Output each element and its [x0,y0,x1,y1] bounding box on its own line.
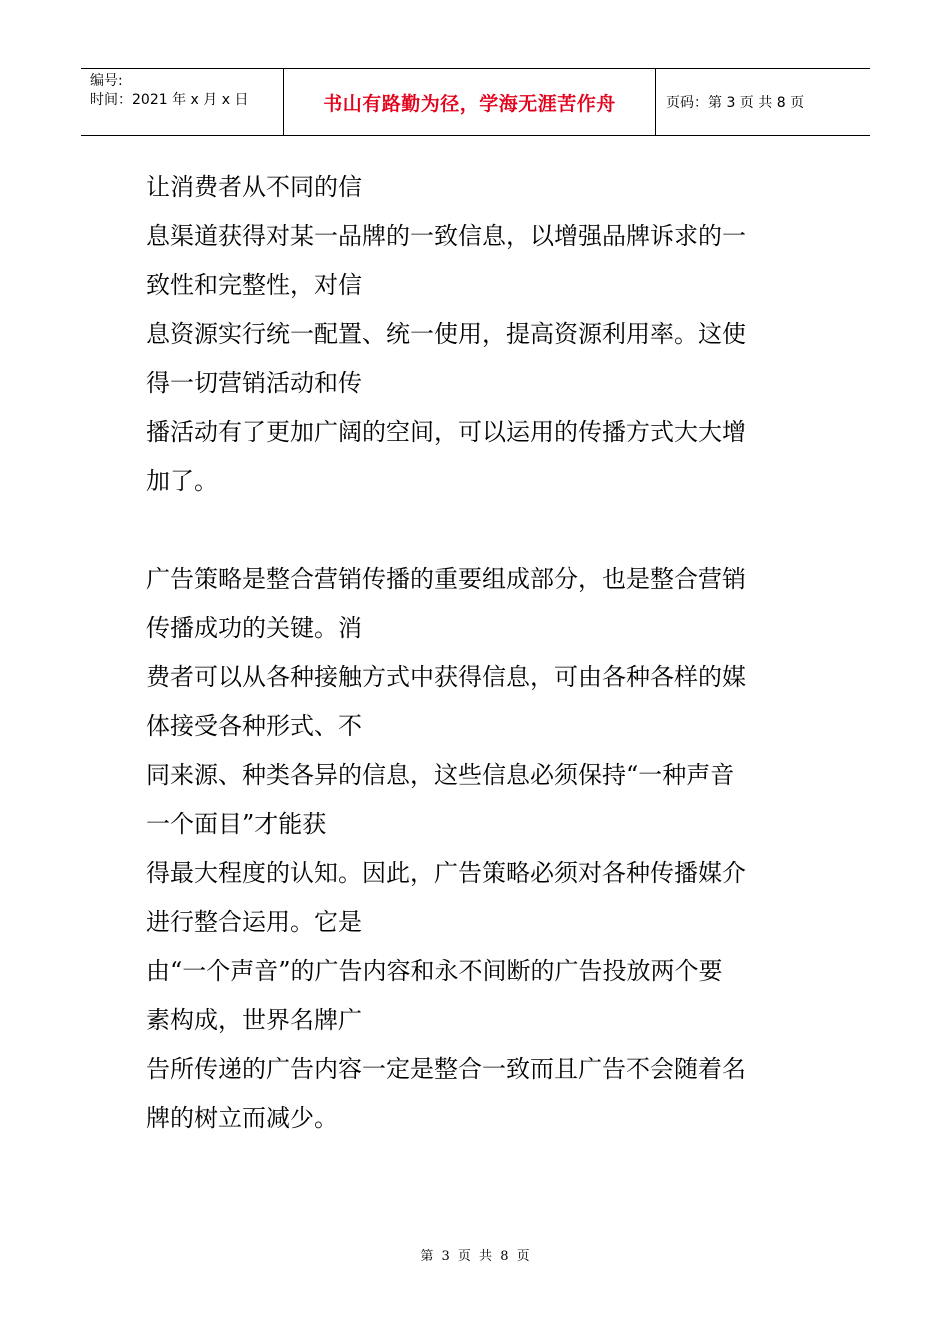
document-time-label: 时间：2021 年 x 月 x 日 [90,92,249,108]
header-page-info: 页码：第 3 页 共 8 页 [666,95,805,111]
body-line: 息渠道获得对某一品牌的一致信息，以增强品牌诉求的一 [146,222,746,250]
body-line: 加了。 [146,467,218,495]
body-line: 同来源、种类各异的信息，这些信息必须保持“一种声音 [146,761,735,789]
body-line: 得最大程度的认知。因此，广告策略必须对各种传播媒介 [146,859,746,887]
header-meta-cell [81,69,284,135]
header-motto-cell [284,69,656,135]
document-header [81,68,870,136]
body-line: 传播成功的关键。消 [146,614,362,642]
footer-page-number: 第 3 页 共 8 页 [420,1249,530,1264]
header-motto: 书山有路勤为径，学海无涯苦作舟 [323,92,616,115]
paragraph-gap [146,506,826,555]
body-line: 息资源实行统一配置、统一使用，提高资源利用率。这使 [146,320,746,348]
body-line: 告所传递的广告内容一定是整合一致而且广告不会随着名 [146,1055,746,1083]
body-line: 致性和完整性，对信 [146,271,362,299]
document-number-label: 编号: [90,73,123,89]
body-line: 得一切营销活动和传 [146,369,362,397]
body-line: 播活动有了更加广阔的空间，可以运用的传播方式大大增 [146,418,746,446]
body-line: 由“一个声音”的广告内容和永不间断的广告投放两个要 [146,957,723,985]
body-line: 一个面目”才能获 [146,810,327,838]
body-line: 让消费者从不同的信 [146,173,362,201]
body-line: 费者可以从各种接触方式中获得信息，可由各种各样的媒 [146,663,746,691]
body-line: 进行整合运用。它是 [146,908,362,936]
body-line: 广告策略是整合营销传播的重要组成部分，也是整合营销 [146,565,746,593]
page-footer [0,1245,950,1264]
header-page-cell [656,69,870,135]
body-line: 牌的树立而减少。 [146,1104,338,1132]
document-body [146,163,826,1143]
body-line: 素构成，世界名牌广 [146,1006,362,1034]
body-line: 体接受各种形式、不 [146,712,362,740]
